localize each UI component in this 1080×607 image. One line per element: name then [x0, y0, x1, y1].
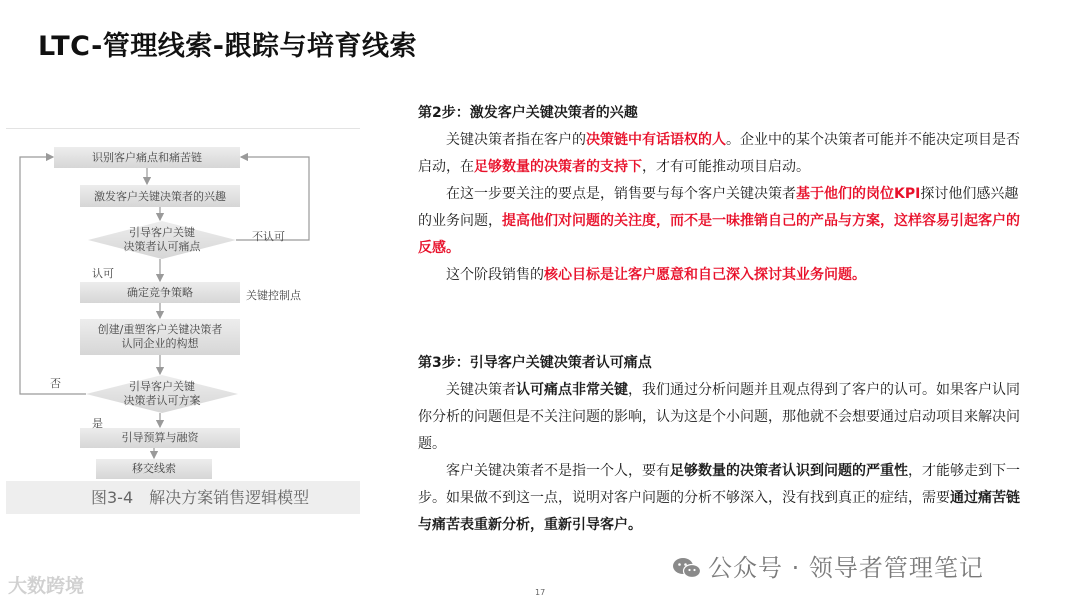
flow-label-pain: 引导客户关键 决策者认可痛点 [123, 226, 201, 253]
flow-label-solution: 引导客户关键 决策者认可方案 [123, 380, 201, 407]
step2-paragraph-2: 在这一步要关注的要点是，销售要与每个客户关键决策者基于他们的岗位KPI探讨他们感兴趣的业务问题，提高他们对问题的关注度，而不是一味推销自己的产品与方案，这样容易引起客户的反感。 [418, 186, 1020, 256]
wechat-icon [672, 557, 702, 579]
step3-heading: 第3步：引导客户关键决策者认可痛点 [418, 355, 652, 371]
side-label-approve: 认可 [92, 267, 114, 280]
step2-paragraph-3: 这个阶段销售的核心目标是让客户愿意和自己深入探讨其业务问题。 [446, 267, 866, 283]
side-label-yes: 是 [92, 417, 103, 430]
page-title: LTC-管理线索-跟踪与培育线索 [38, 31, 417, 62]
flow-label-identify: 识别客户痛点和痛苦链 [92, 151, 202, 164]
step3-section [418, 350, 1028, 539]
side-label-key-control: 关键控制点 [246, 289, 301, 302]
side-label-no: 否 [50, 377, 61, 390]
brand-watermark-logo: 大数跨境 [8, 575, 85, 597]
side-label-not-approve: 不认可 [252, 230, 285, 243]
flow-label-budget: 引导预算与融资 [121, 431, 199, 444]
step2-section [418, 100, 1028, 289]
flow-label-handover: 移交线索 [132, 462, 176, 475]
flow-label-strategy: 确定竞争策略 [127, 286, 193, 299]
flowchart-diagram [6, 129, 360, 481]
step2-heading: 第2步：激发客户关键决策者的兴趣 [418, 105, 638, 121]
step3-paragraph-2: 客户关键决策者不是指一个人，要有足够数量的决策者认识到问题的严重性，才能够走到下一步。如果做不到这一点，说明对客户问题的分析不够深入，没有找到真正的症结，需要通过痛苦链与痛苦表重新分析，重新引导客户。 [418, 463, 1020, 533]
wechat-account-text: 公众号 · 领导者管理笔记 [708, 554, 984, 582]
flow-label-vision: 创建/重塑客户关键决策者 认同企业的构想 [97, 323, 223, 350]
step2-paragraph-1: 关键决策者指在客户的决策链中有话语权的人。企业中的某个决策者可能并不能决定项目是否启动，在足够数量的决策者的支持下，才有可能推动项目启动。 [418, 132, 1020, 175]
page-number: 17 [535, 588, 546, 597]
wechat-account-watermark [672, 548, 984, 583]
step3-paragraph-1: 关键决策者认可痛点非常关键，我们通过分析问题并且观点得到了客户的认可。如果客户认同你分析的问题但是不关注问题的影响，认为这是个小问题，那他就不会想要通过启动项目来解决问题。 [418, 382, 1020, 452]
flowchart-figure [6, 128, 360, 514]
flow-label-excite: 激发客户关键决策者的兴趣 [94, 190, 226, 203]
figure-caption: 图3-4 解决方案销售逻辑模型 [6, 481, 360, 514]
